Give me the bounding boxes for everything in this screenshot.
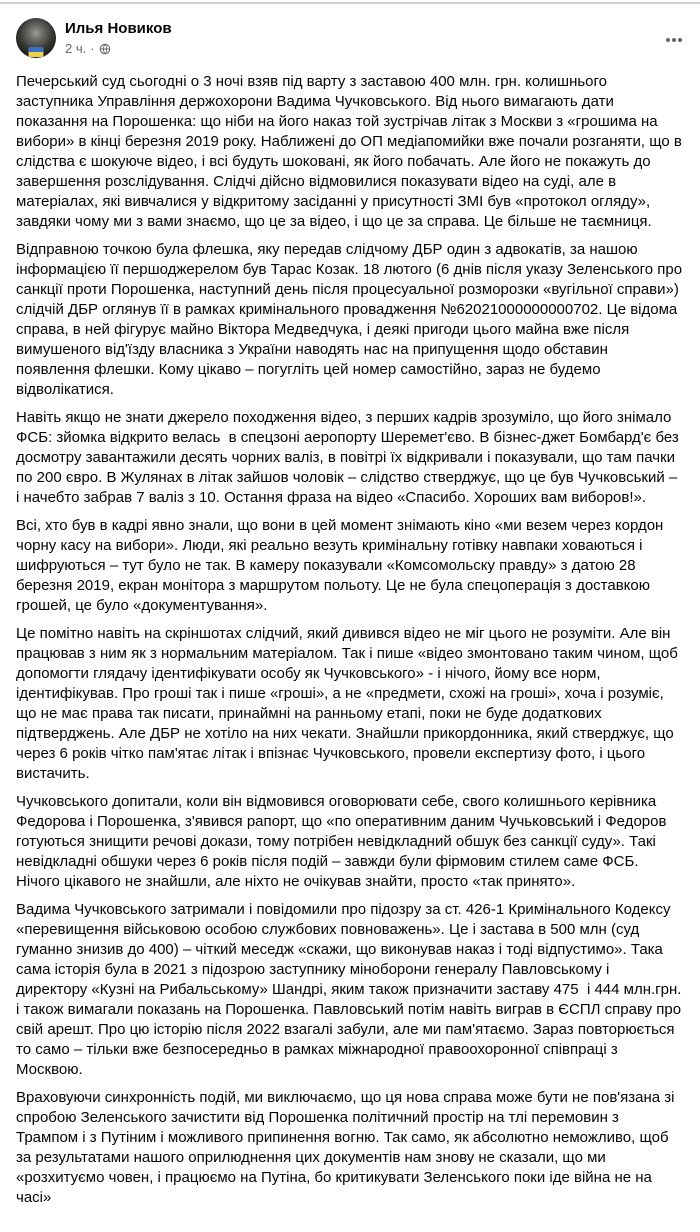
post-options-button[interactable]: [652, 28, 684, 52]
ellipsis-icon: [664, 30, 684, 50]
timestamp-link[interactable]: 2 ч.: [65, 41, 87, 56]
post-paragraph: Враховуючи синхронність подій, ми виключаємо, що ця нова справа може бути не пов'язана зі спробою Зеленського зачистити від Порошенка політичний простір на тлі перемовин з Трампом і з Путіним і можливого припинення вогню. Так само, як абсолютно неможливо, щоб за результатами нашого оприлюднення цих документів нам знову не сказали, що ми «розхитуємо човен, і працюємо на Путіна, бо критикувати Зеленського поки іде війна не на часі»: [16, 1089, 679, 1206]
post-body: [16, 72, 687, 1208]
post-paragraph: Всі, хто був в кадрі явно знали, що вони в цей момент знімають кіно «ми везем через кордон чорну касу на вибори». Люди, які реально везуть кримінальну готівку навпаки ховаються і шифруються – тут було не так. В камеру показували «Комсомольску правду» з датою 28 березня 2019, екран монітора з маршрутом польоту. Це не була спецоперація з доставкою грошей, це було «документування».: [16, 517, 668, 614]
post-paragraph: Вадима Чучковського затримали і повідомили про підозру за ст. 426-1 Кримінального Кодексу «перевищення військовою особою службових повноважень». Це і застава в 500 млн (суд гуманно знизив до 400) – чіткий меседж «скажи, що виконував наказ і тоді відпустимо». Така сама історія була в 2021 з підозрою заступнику міноборони генералу Павловському і директору «Кузні на Рибальському» Шандрі, яким також призначити заставу 475 і 444 млн.грн. і також вимагали показань на Порошенка. Павловський потім навіть виграв в ЄСПЛ справу про свій арешт. Про цю історію після 2022 взагалі забули, але ми пам'ятаємо. Зараз повторюється то само – тільки вже безпосередньо в рамках міжнародної правоохоронної співпраці з Москвою.: [16, 901, 686, 1078]
post-paragraph: Чучковського допитали, коли він відмовився оговорювати себе, свого колишнього керівника Федорова і Порошенка, з'явився рапорт, що «по оперативним даним Чучьковський і Федоров готуються знищити речові докази, тому потрібен невідкладний обшук без санкції суду». Такі невідкладні обшуки через 6 років після подій – завжди були фірмовим стилем саме ФСБ. Нічого цікавого не знайшли, але ніхто не очікував знайти, просто «так принято».: [16, 793, 671, 890]
ukraine-flag-icon: [29, 47, 44, 57]
post-paragraph: Відправною точкою була флешка, яку передав слідчому ДБР один з адвокатів, за нашою інформацією її першоджерелом був Тарас Козак. 18 лютого (6 днів після указу Зеленського про санкції проти Порошенка, наступний день після процесуальної розморозки «вугільної справи») слідчій ДБР оглянув її в рамках кримінального провадження №62021000000000702. Це відома справа, в ней фігурує майно Віктора Медведчука, і деякі пригоди цього майна вже після вимушеного від'їзду власника з України наводять нас на припущення щодо обставин появлення флешки. Кому цікаво – погугліть цей номер самостійно, зараз не будемо відволікатися.: [16, 241, 687, 398]
profile-avatar[interactable]: [16, 18, 56, 58]
facebook-post: [0, 4, 700, 1208]
post-header-info: [65, 18, 172, 57]
globe-icon: [99, 43, 111, 55]
post-paragraph: Печерський суд сьогодні о 3 ночі взяв під варту з заставою 400 млн. грн. колишнього заступника Управління держохорони Вадима Чучковського. Від нього вимагають дати показання на Порошенка: що ніби на його наказ той зустрічав літак з Москви з «грошима на вибори» в кінці березня 2019 року. Наближені до ОП медіапомийки вже почали розганяти, що в слідства є шокуюче відео, і всі будуть шоковані, як його побачать. Але його не покажуть до завершення розслідування. Слідчі дійсно відмовилися показувати відео на суді, але в матеріалах, які вивчалися у відкритому засіданні у присутності ЗМІ був «протокол огляду», завдяки чому ми з вами знаємо, що це за відео, і що це за справа. Це більше не таємниця.: [16, 73, 687, 230]
post-header: [16, 18, 684, 58]
meta-separator: ·: [90, 41, 95, 56]
post-meta: [65, 41, 172, 57]
author-name-link[interactable]: Илья Новиков: [65, 20, 172, 37]
post-paragraph: Навіть якщо не знати джерело походження відео, з перших кадрів зрозуміло, що його знімало ФСБ: зйомка відкрито велась в спецзоні аеропорту Шеремет'єво. В бізнес-джет Бомбард'є без досмотру завантажили десять чорних валіз, в повітрі їх відкривали і показували, що там пачки по 200 євро. В Жулянах в літак зайшов чоловік – слідство стверджує, що це був Чучковський – і начебто забрав 7 валіз з 10. Остання фраза на відео «Спасибо. Хороших вам виборов!».: [16, 409, 683, 506]
post-paragraph: Це помітно навіть на скріншотах слідчий, який дивився відео не міг цього не розуміти. Але він працював з ним як з нормальним матеріалом. Так і пише «відео змонтовано таким чином, щоб допомогти глядачу ідентифікувати особу як Чучковського» - і нічого, йому все норм, ідентифікував. Про гроші так і пише «гроші», а не «предмети, схожі на гроші», хоча і розуміє, що не має права так писати, принаймні на ранньому етапі, поки не буде додаткових підтверджень. Але ДБР не хотіло на них чекати. Знайшли прикордонника, який стверджує, що через 6 років чітко пам'ятає літак і впізнає Чучковського, провели експертизу фото, і цього вистачить.: [16, 625, 683, 782]
